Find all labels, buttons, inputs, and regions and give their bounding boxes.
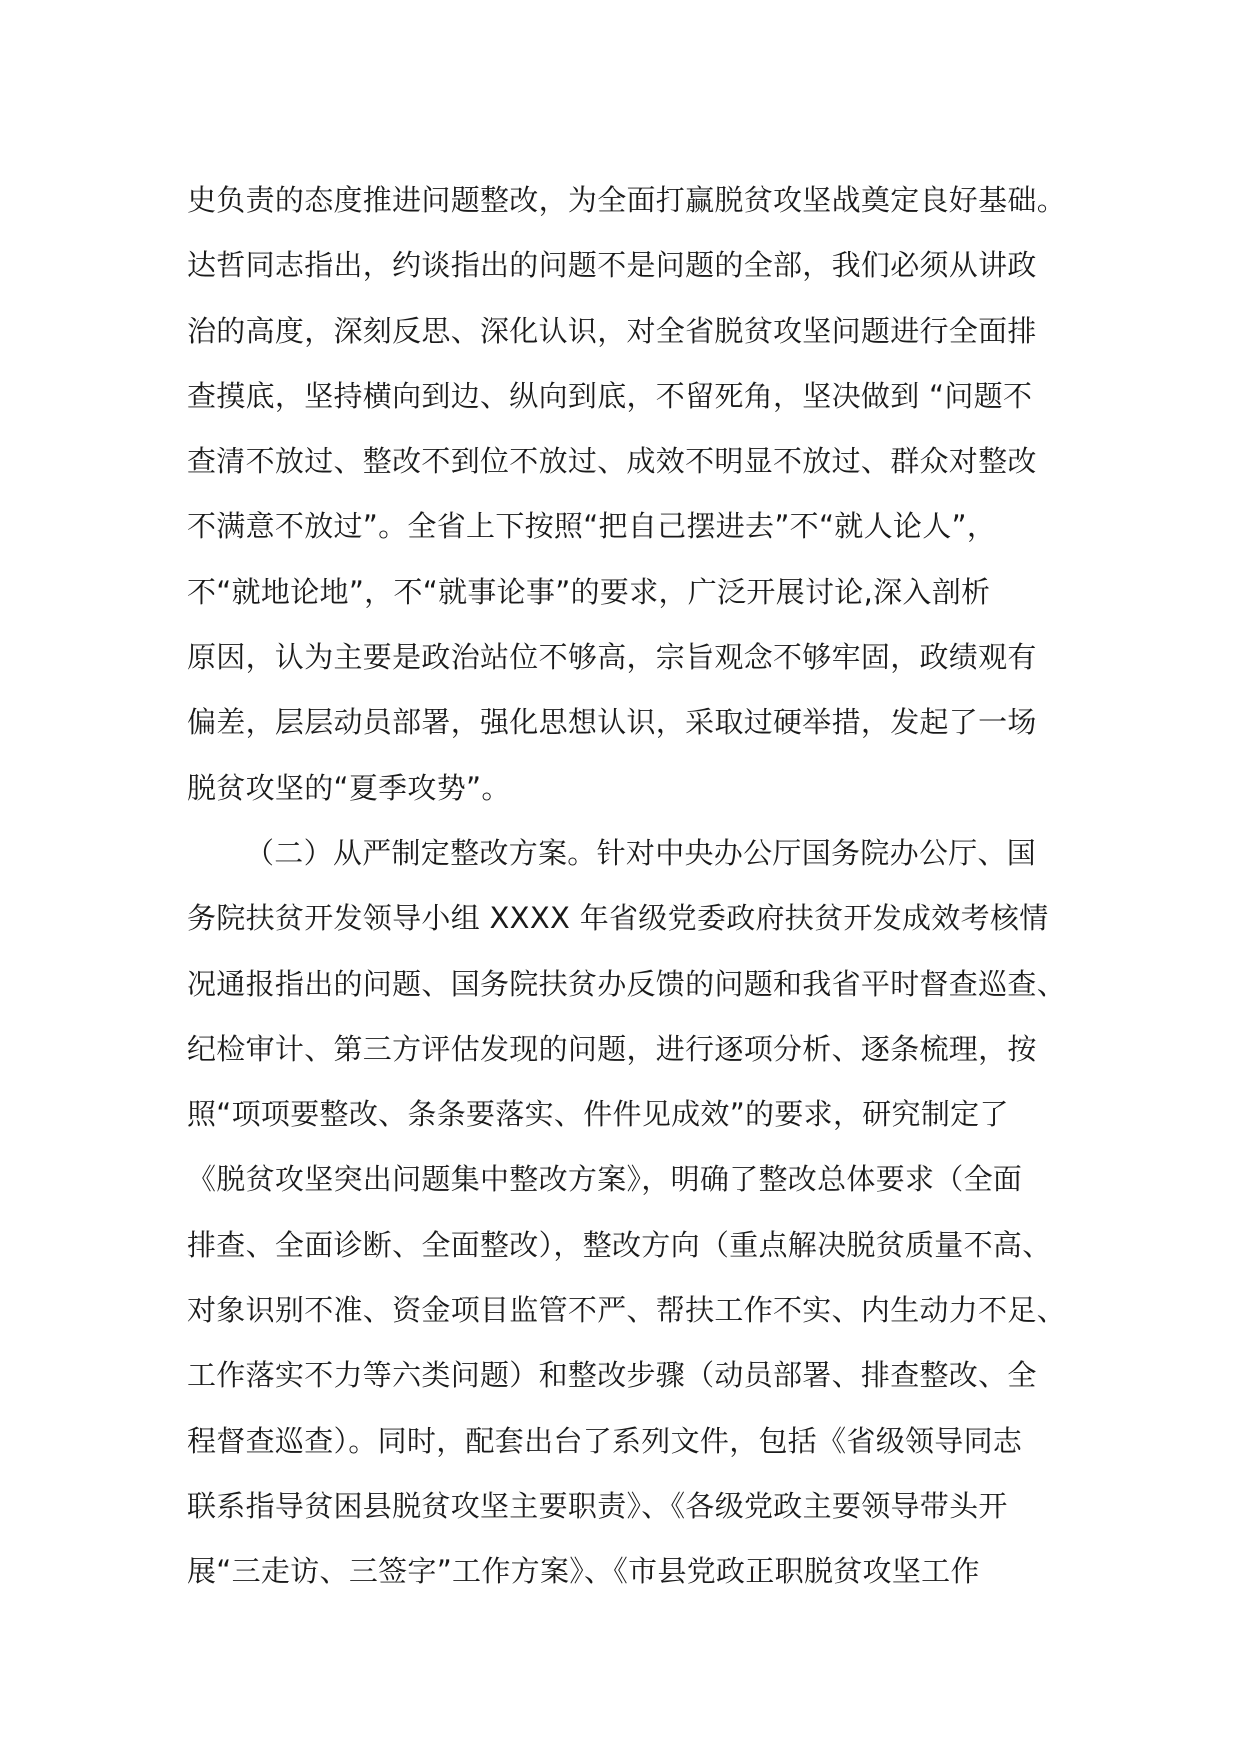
text-line: 工作落实不力等六类问题）和整改步骤（动员部署、排查整改、全: [187, 1358, 1037, 1393]
text-line: 展“三走访、三签字”工作方案》、《市县党政正职脱贫攻坚工作: [187, 1554, 980, 1589]
text-line: 照“项项要整改、条条要落实、件件见成效”的要求，研究制定了: [187, 1097, 1009, 1132]
body-text: [187, 168, 1067, 1605]
text-line: 排查、全面诊断、全面整改），整改方向（重点解决脱贫质量不高、: [187, 1227, 1052, 1262]
text-line: 不满意不放过”。全省上下按照“把自己摆进去”不“就人论人”，: [187, 509, 997, 544]
text-line: 偏差，层层动员部署，强化思想认识，采取过硬举措，发起了一场: [187, 705, 1037, 740]
text-line: 对象识别不准、资金项目监管不严、帮扶工作不实、内生动力不足、: [187, 1293, 1067, 1328]
section-heading-line: （二）从严制定整改方案。针对中央办公厅国务院办公厅、国: [245, 835, 1037, 870]
text-line: 查摸底，坚持横向到边、纵向到底，不留死角，坚决做到 “问题不: [187, 378, 1033, 413]
text-line: 务院扶贫开发领导小组 XXXX 年省级党委政府扶贫开发成效考核情: [187, 901, 1049, 936]
text-line: 不“就地论地”，不“就事论事”的要求，广泛开展讨论,深入剖析: [187, 574, 991, 609]
text-line: 《脱贫攻坚突出问题集中整改方案》，明确了整改总体要求（全面: [187, 1162, 1023, 1197]
text-line: 达哲同志指出，约谈指出的问题不是问题的全部，我们必须从讲政: [187, 248, 1037, 283]
text-line: 联系指导贫困县脱贫攻坚主要职责》、《各级党政主要领导带头开: [187, 1488, 1008, 1523]
text-line: 况通报指出的问题、国务院扶贫办反馈的问题和我省平时督查巡查、: [187, 966, 1067, 1001]
text-line: 纪检审计、第三方评估发现的问题，进行逐项分析、逐条梳理，按: [187, 1031, 1037, 1066]
text-line: 治的高度，深刻反思、深化认识，对全省脱贫攻坚问题进行全面排: [187, 313, 1037, 348]
text-line: 原因，认为主要是政治站位不够高，宗旨观念不够牢固，政绩观有: [187, 640, 1037, 675]
text-line: 脱贫攻坚的“夏季攻势”。: [187, 770, 511, 805]
text-line: 史负责的态度推进问题整改，为全面打赢脱贫攻坚战奠定良好基础。: [187, 183, 1067, 217]
text-line: 查清不放过、整改不到位不放过、成效不明显不放过、群众对整改: [187, 444, 1037, 479]
text-line: 程督查巡查）。同时，配套出台了系列文件，包括《省级领导同志: [187, 1423, 1023, 1458]
